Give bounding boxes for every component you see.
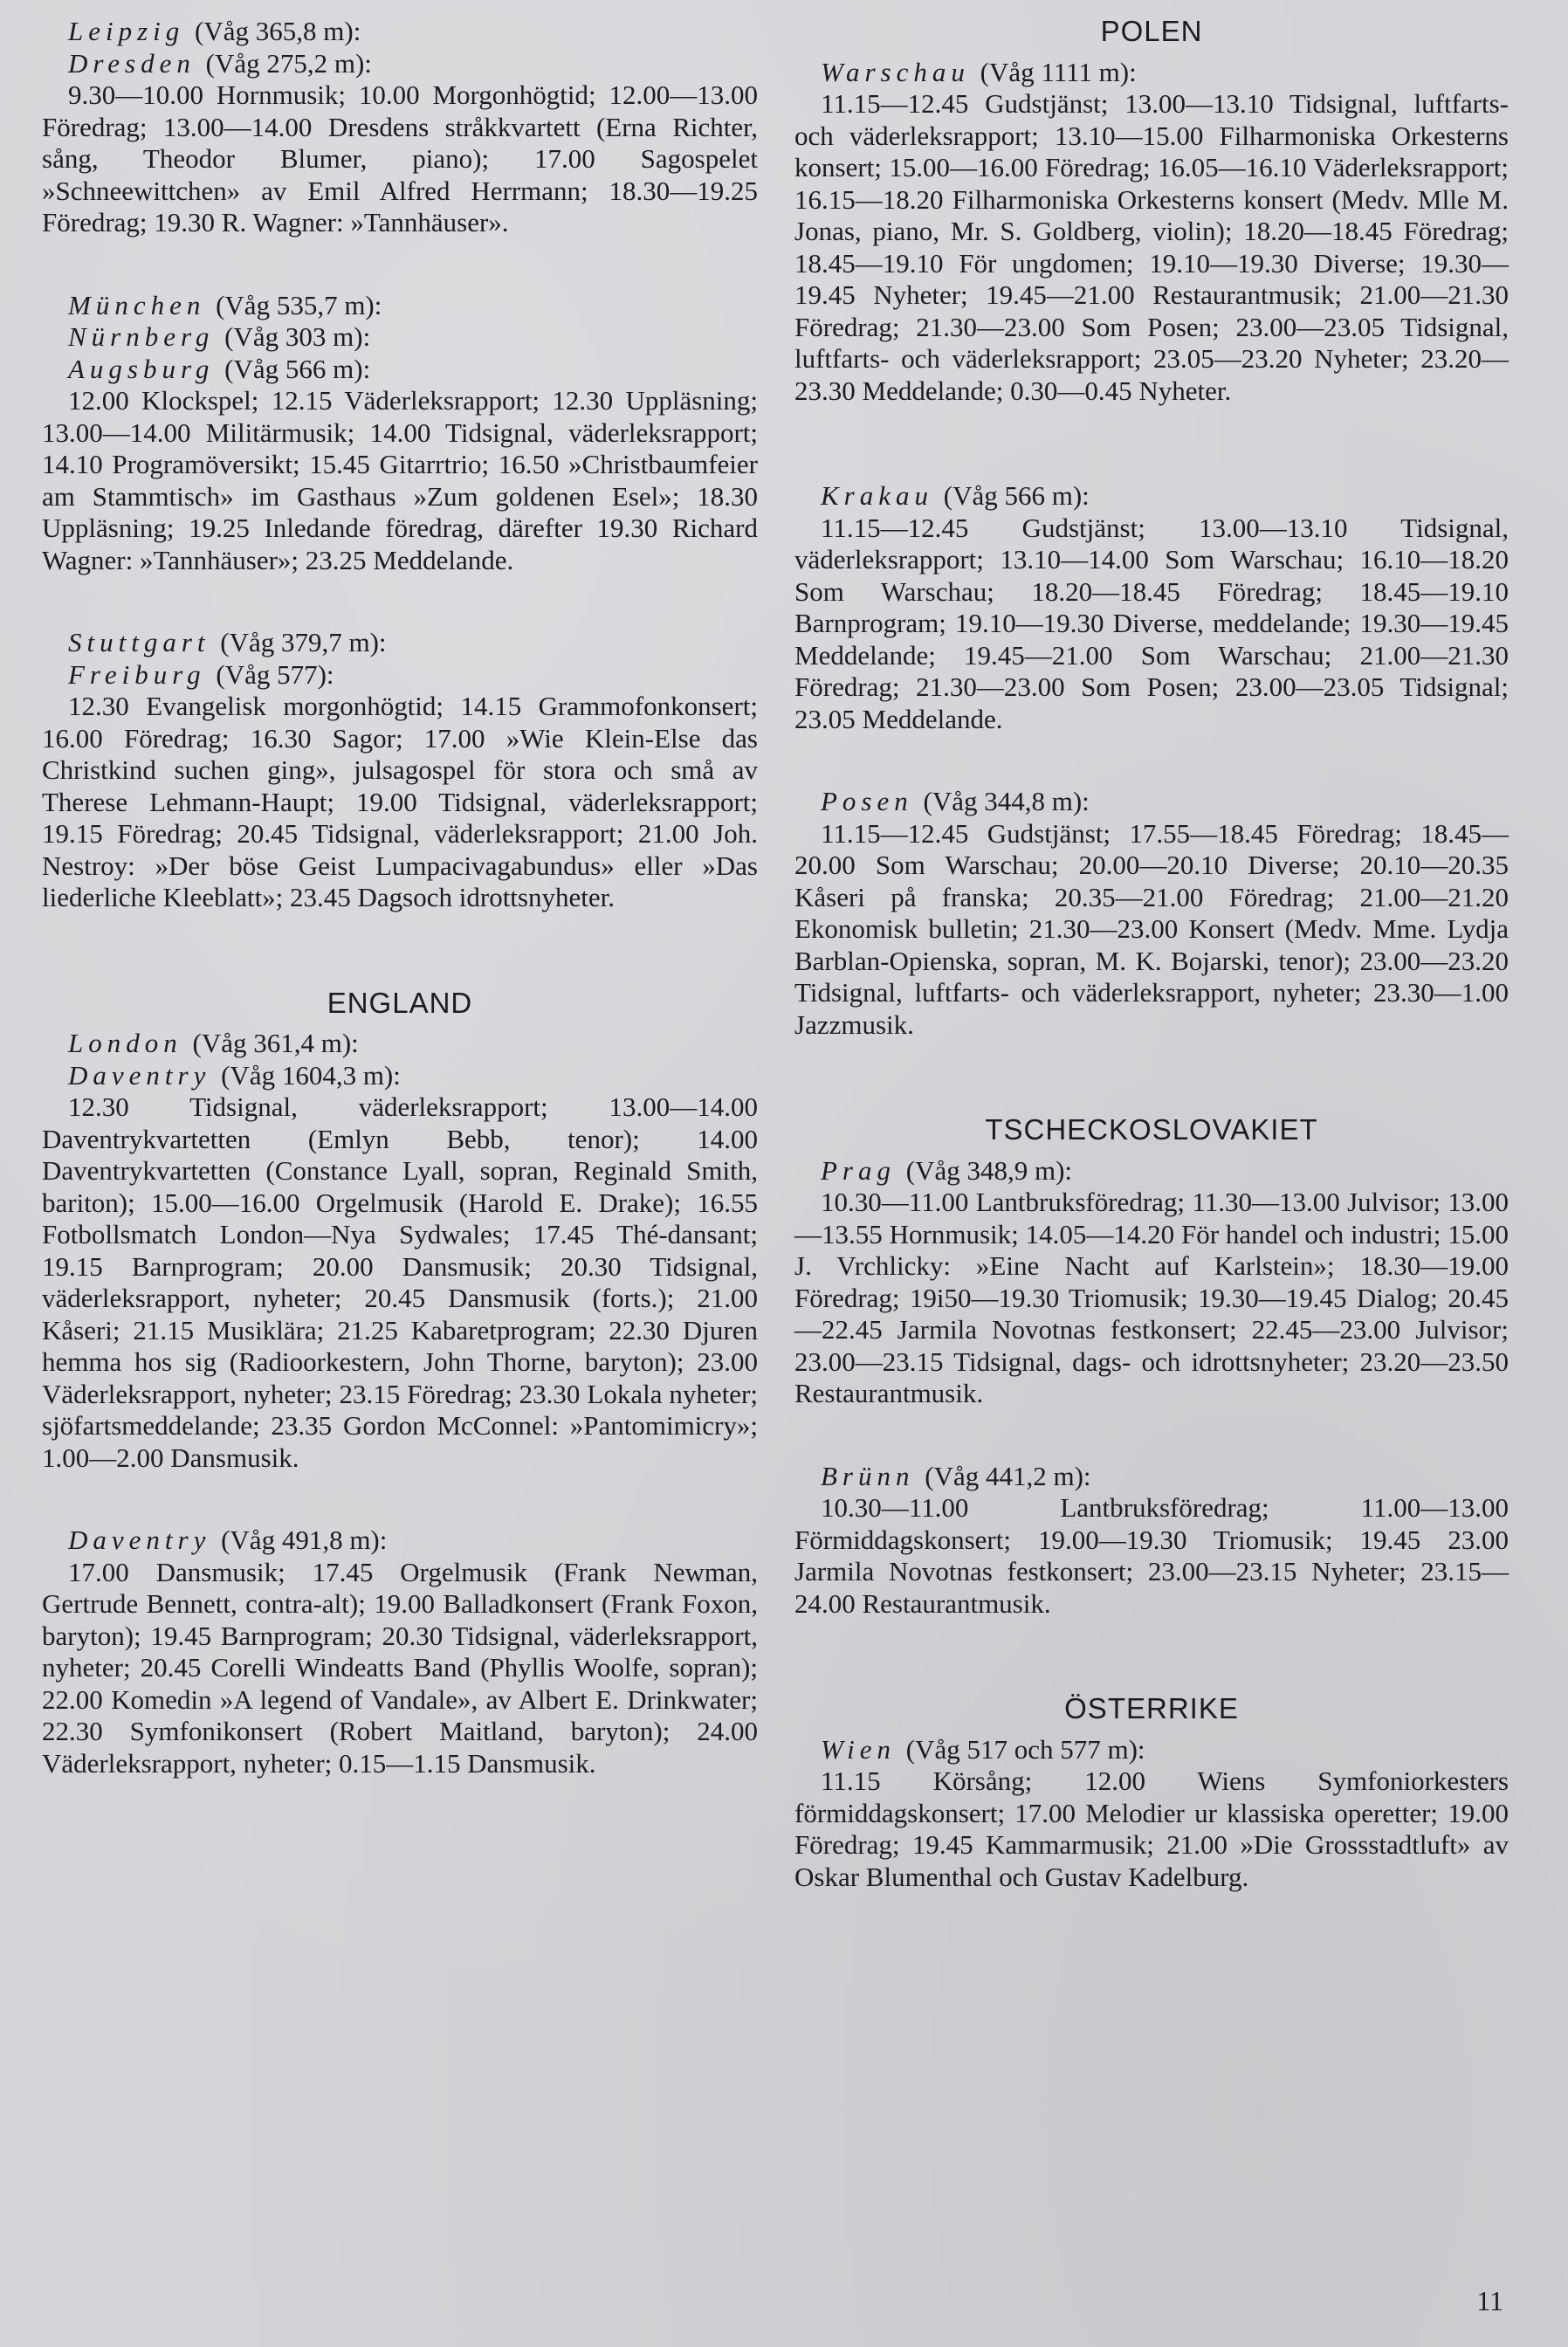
station-heading [42, 321, 758, 354]
station-wave: (Våg 303 m): [224, 321, 371, 352]
station-wave: (Våg 1111 m): [980, 56, 1137, 87]
program-text: 10.30—11.00 Lantbruksföredrag; 11.30—13.00 Julvisor; 13.00—13.55 Hornmusik; 14.05—14.20 För handel och industri; 15.00 J. Vrchlicky: »Eine Nacht auf Karlstein»; 18.30—19.00 Föredrag; 19i50—19.30 Triomusik; 19.30—19.45 Dialog; 20.45—22.45 Jarmila Novotnas festkonsert; 22.45—23.00 Julvisor; 23.00—23.15 Tidsignal, dags- och idrottsnyheter; 23.20—23.50 Restaurantmusik. [794, 1187, 1509, 1408]
station-name: München [68, 289, 206, 320]
station-name: Wien [821, 1733, 896, 1765]
station-wave: (Våg 275,2 m): [205, 47, 372, 79]
station-wave: (Våg 1604,3 m): [221, 1059, 401, 1091]
station-wave: (Våg 491,8 m): [221, 1525, 388, 1555]
station-name: Nürnberg [68, 321, 215, 352]
station-heading [42, 48, 758, 80]
right-column [794, 16, 1509, 1893]
station-wave: (Våg 441,2 m): [925, 1460, 1091, 1491]
station-heading [794, 1461, 1509, 1493]
station-wave: (Våg 517 och 577 m): [905, 1733, 1145, 1765]
country-heading: ÖSTERRIKE [1064, 1692, 1239, 1724]
station-wave: (Våg 535,7 m): [216, 289, 382, 320]
station-name: Stuttgart [68, 627, 210, 657]
page-number: 11 [1476, 2285, 1503, 2316]
station-heading [42, 627, 758, 659]
station-wave: (Våg 348,9 m): [905, 1154, 1073, 1186]
station-heading [42, 354, 758, 386]
station-heading [42, 659, 758, 692]
station-name: Warschau [821, 56, 970, 87]
station-wave: (Våg 566 m): [943, 480, 1090, 511]
program-text: 11.15—12.45 Gudstjänst; 17.55—18.45 Föredrag; 18.45—20.00 Som Warschau; 20.00—20.10 Diverse; 20.10—20.35 Kåseri på franska; 20.35—21.00 Föredrag; 21.00—21.20 Ekonomisk bulletin; 21.30—23.00 Konsert (Medv. Mme. Lydja Barblan-Opienska, sopran, M. K. Bojarski, tenor); 23.00—23.20 Tidsignal, luftfarts- och väderleksrapport, nyheter; 23.30—1.00 Jazzmusik. [794, 817, 1509, 1040]
station-heading [794, 1155, 1509, 1187]
station-wave: (Våg 344,8 m): [923, 786, 1090, 816]
country-heading: POLEN [1100, 15, 1203, 47]
station-name: Dresden [68, 47, 196, 79]
station-heading [42, 290, 758, 322]
station-heading [794, 786, 1509, 818]
station-heading [794, 1734, 1509, 1766]
country-heading: ENGLAND [327, 986, 473, 1019]
station-name: Krakau [821, 480, 933, 511]
station-name: Posen [821, 786, 913, 816]
station-wave: (Våg 379,7 m): [220, 627, 387, 657]
program-text: 11.15 Körsång; 12.00 Wiens Symfoniorkesters förmiddagskonsert; 17.00 Melodier ur klassiska operetter; 19.00 Föredrag; 19.45 Kammarmusik; 21.00 »Die Grossstadtluft» av Oskar Blumenthal och Gustav Kadelburg. [794, 1765, 1509, 1892]
program-text: 12.00 Klockspel; 12.15 Väderleksrapport; 12.30 Uppläsning; 13.00—14.00 Militärmusik; 14.00 Tidsignal, väderleksrapport; 14.10 Programöversikt; 15.45 Gitarrtrio; 16.50 »Christbaumfeier am Stammtisch» im Gasthaus »Zum goldenen Esel»; 18.30 Uppläsning; 19.25 Inledande föredrag, därefter 19.30 Richard Wagner: »Tannhäuser»; 23.25 Meddelande. [42, 385, 758, 575]
program-text: 10.30—11.00 Lantbruksföredrag; 11.00—13.00 Förmiddagskonsert; 19.00—19.30 Triomusik; 19.45 23.00 Jarmila Novotnas festkonsert; 23.00—23.15 Nyheter; 23.15—24.00 Restaurantmusik. [794, 1492, 1509, 1619]
station-name: Freiburg [68, 658, 206, 690]
program-text: 12.30 Evangelisk morgonhögtid; 14.15 Grammofonkonsert; 16.00 Föredrag; 16.30 Sagor; 17.00 »Wie Klein-Else das Christkind suchen ging», julsagospel för stora och små av Therese Lehmann-Haupt; 19.00 Tidsignal, väderleksrapport; 19.15 Föredrag; 20.45 Tidsignal, väderleksrapport; 21.00 Joh. Nestroy: »Der böse Geist Lumpacivagabundus» eller »Das liederliche Kleeblatt»; 23.45 Dagsoch idrottsnyheter. [42, 691, 758, 912]
program-text: 9.30—10.00 Hornmusik; 10.00 Morgonhögtid; 12.00—13.00 Föredrag; 13.00—14.00 Dresdens stråkkvartett (Erna Richter, sång, Theodor Blumer, piano); 17.00 Sagospelet »Schneewittchen» av Emil Alfred Herrmann; 18.30—19.25 Föredrag; 19.30 R. Wagner: »Tannhäuser». [42, 79, 758, 237]
station-name: Daventry [68, 1525, 211, 1555]
station-name: Daventry [68, 1059, 211, 1091]
station-wave: (Våg 361,4 m): [192, 1028, 359, 1058]
program-text: 11.15—12.45 Gudstjänst; 13.00—13.10 Tidsignal, luftfarts- och väderleksrapport; 13.10—15.00 Filharmoniska Orkesterns konsert; 15.00—16.00 Föredrag; 16.05—16.10 Väderleksrapport; 16.15—18.20 Filharmoniska Orkesterns konsert (Medv. Mlle M. Jonas, piano, Mr. S. Goldberg, violin); 18.20—18.45 Föredrag; 18.45—19.10 För ungdomen; 19.10—19.30 Diverse; 19.30—19.45 Nyheter; 19.45—21.00 Restaurantmusik; 21.00—21.30 Föredrag; 21.30—23.00 Som Posen; 23.00—23.05 Tidsignal, luftfarts- och väderleksrapport; 23.05—23.20 Nyheter; 23.20—23.30 Meddelande; 0.30—0.45 Nyheter. [794, 88, 1509, 406]
station-name: Prag [821, 1154, 896, 1186]
left-column [42, 16, 758, 1779]
station-name: London [68, 1028, 182, 1058]
station-heading [794, 480, 1509, 513]
station-name: Leipzig [68, 16, 185, 46]
program-text: 12.30 Tidsignal, väderleksrapport; 13.00—14.00 Daventrykvartetten (Emlyn Bebb, tenor); 14.00 Daventrykvartetten (Constance Lyall, sopran, Reginald Smith, bariton); 15.00—16.00 Orgelmusik (Harold E. Drake); 16.55 Fotbollsmatch London—Nya Sydwales; 17.45 Thé-dansant; 19.15 Barnprogram; 20.00 Dansmusik; 20.30 Tidsignal, väderleksrapport, nyheter; 20.45 Dansmusik (forts.); 21.00 Kåseri; 21.15 Musiklära; 21.25 Kabaretprogram; 22.30 Djuren hemma hos sig (Radioorkestern, John Thorne, baryton); 23.00 Väderleksrapport, nyheter; 23.15 Föredrag; 23.30 Lokala nyheter; sjöfartsmeddelande; 23.35 Gordon McConnel: »Pantomimicry»; 1.00—2.00 Dansmusik. [42, 1091, 758, 1473]
station-name: Augsburg [68, 353, 215, 384]
station-heading [42, 1525, 758, 1557]
station-name: Brünn [821, 1460, 915, 1491]
station-wave: (Våg 577): [216, 658, 334, 690]
country-heading: TSCHECKOSLOVAKIET [985, 1113, 1318, 1146]
station-heading [42, 1060, 758, 1092]
program-text: 11.15—12.45 Gudstjänst; 13.00—13.10 Tidsignal, väderleksrapport; 13.10—14.00 Som Warschau; 16.10—18.20 Som Warschau; 18.20—18.45 Föredrag; 18.45—19.10 Barnprogram; 19.10—19.30 Diverse, meddelande; 19.30—19.45 Meddelande; 19.45—21.00 Som Warschau; 21.00—21.30 Föredrag; 21.30—23.00 Som Posen; 23.00—23.05 Tidsignal; 23.05 Meddelande. [794, 512, 1509, 734]
station-wave: (Våg 566 m): [224, 353, 371, 384]
station-heading [42, 16, 758, 48]
station-wave: (Våg 365,8 m): [195, 16, 361, 46]
station-heading [794, 57, 1509, 89]
program-text: 17.00 Dansmusik; 17.45 Orgelmusik (Frank Newman, Gertrude Bennett, contra-alt); 19.00 Balladkonsert (Frank Foxon, baryton); 19.45 Barnprogram; 20.30 Tidsignal, väderleksrapport, nyheter; 20.45 Corelli Windeatts Band (Phyllis Woolfe, sopran); 22.00 Komedin »A legend of Vandale», av Albert E. Drinkwater; 22.30 Symfonikonsert (Robert Maitland, baryton); 24.00 Väderleksrapport, nyheter; 0.15—1.15 Dansmusik. [42, 1556, 758, 1779]
station-heading [42, 1028, 758, 1060]
